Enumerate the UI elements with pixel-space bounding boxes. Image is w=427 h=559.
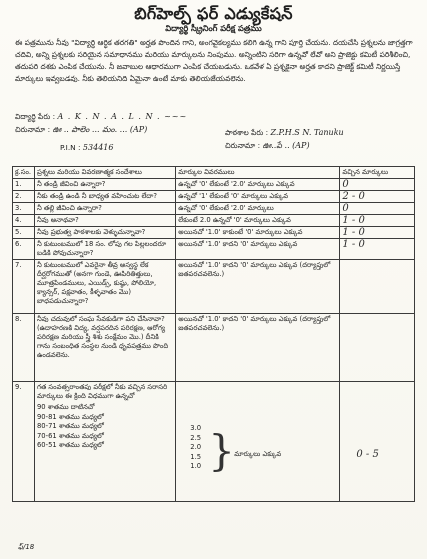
address-field [15, 125, 147, 136]
row-question: నీవు అనాథవా? [34, 215, 175, 227]
row-number: 4. [13, 215, 35, 227]
row-question: నీ కుటుంబములో ఎవరైనా తీవ్ర అస్వస్థ లేక దీర్ఘరోగముతో (అనగా గుండె, ఊపిరితిత్తులు, మూత్రపిండములు, ఎయిడ్స్, కుష్ఠు, పోలియో, క్యాన్సర్, పక్షవాతం, కీళ్ళవాతం మొ) బాధపడుచున్నారా? [34, 260, 175, 314]
curly-brace-icon: } [208, 426, 236, 475]
row-question: నీ కుటుంబములో 18 సం. లోపు గల పిల్లలందరూ బడికి పోవుచున్నారా? [34, 239, 175, 260]
school-name-field [225, 128, 344, 139]
grade-point: 2.0 [190, 443, 202, 451]
footer-initials: ఫ్/18 [18, 543, 35, 551]
row-marks-detail-grades [176, 382, 340, 502]
row-question: గత సంవత్సరాంతపు పరీక్షలో నీకు వచ్చిన సరాసరి మార్కులు ఈ క్రింది విధముగా ఉన్నచో [36, 383, 168, 400]
row-number: 1. [13, 179, 35, 191]
row-marks-detail: మార్కులు ఎక్కువ [234, 450, 282, 458]
header-score: వచ్చిన మార్కులు [340, 167, 415, 179]
row-marks-detail: అయినచో '1.0' కాదని '0' మార్కులు ఎక్కువ [176, 239, 340, 260]
row-question: నీకు తండ్రి ఉండి నీ బాధ్యత వహించుట లేదా? [34, 191, 175, 203]
row-marks-detail: ఉన్నచో '0' లేకుంటే '2.0' మార్కులు ఎక్కువ [176, 179, 340, 191]
header-marks-detail: మార్కుల వివరములు [176, 167, 340, 179]
row-score: 1 - 0 [340, 239, 415, 260]
document-title: బిగ్‌హెల్ప్ ఫర్ ఎడ్యుకేషన్ [134, 4, 293, 23]
header-serial: క్ర.సం. [13, 167, 35, 179]
row-question-grades [34, 382, 175, 502]
row-number: 6. [13, 239, 35, 260]
row-marks-detail: లేకుంటే 2.0 ఉన్నచో '0' మార్కులు ఎక్కువ [176, 215, 340, 227]
row-marks-detail: ఉన్నచో '1' లేకుంటే '0' మార్కులు ఎక్కువ [176, 191, 340, 203]
row-question: నీ తండ్రి జీవించి ఉన్నారా? [34, 179, 175, 191]
row-marks-detail: ఉన్నచో '0' లేకుంటే '2.0' మార్కులు [176, 203, 340, 215]
row-question: నీ తల్లి జీవించి ఉన్నారా? [34, 203, 175, 215]
grade-band: 60-51 శాతము మధ్యలో [36, 441, 104, 449]
row-marks-detail: అయినచో '1.0' కాకుంటే '0' మార్కులు ఎక్కువ [176, 227, 340, 239]
school-address-field [225, 141, 310, 152]
pin-value: 534416 [82, 143, 114, 152]
row-marks-detail: అయినచో '1.0' కాదని '0' మార్కులు ఎక్కువ (దర్యాప్తులో జతపరచవలెను.) [176, 314, 340, 382]
row-number: 5. [13, 227, 35, 239]
row-score: 2 - 0 [340, 191, 415, 203]
table-row [13, 191, 415, 203]
document-subtitle: విద్యార్థి స్క్రీనింగ్ పరీక్ష పత్రము [165, 23, 262, 33]
row-score: 1 - 0 [340, 227, 415, 239]
school-name-value: Z.P.H.S N. Tanuku [270, 128, 344, 137]
grade-points [190, 424, 201, 472]
table-row [13, 382, 415, 502]
grade-point: 3.0 [190, 424, 202, 432]
address-value: ఊ .. పాలెం ... మం. ... (AP) [52, 125, 148, 134]
grade-band: 90-81 శాతము మధ్యలో [36, 412, 104, 421]
row-number: 8. [13, 314, 35, 382]
table-row [13, 179, 415, 191]
table-row [13, 314, 415, 382]
pin-field [60, 143, 113, 152]
header-question: ప్రశ్నలు మరియు వివరణాత్మక సందేశాలు [34, 167, 175, 179]
table-row [13, 227, 415, 239]
school-name-label: పాఠశాల పేరు : [225, 128, 269, 137]
row-score: 0 [340, 179, 415, 191]
student-name-label: విద్యార్థి పేరు : [15, 112, 56, 121]
grade-bands [37, 403, 173, 451]
row-number: 7. [13, 260, 35, 314]
table-row [13, 260, 415, 314]
school-address-label: చిరునామా : [225, 141, 261, 150]
row-question: నీవు ప్రభుత్వ పాఠశాలకు వెళ్ళుచున్నావా? [34, 227, 175, 239]
grade-point: 2.5 [190, 433, 202, 442]
instructions-paragraph: ఈ పత్రమును నీవు "విద్యార్థి ఆర్థిక తరగతి" అర్హత పొందిన గాని, అంగవైకల్యము కలిగి ఉన్న గాని పూర్తి చేయను. దయచేసి ప్రశ్నలను జాగ్రత్తగా చదివి, అన్ని ప్రశ్నలకు సరియైన సమాధానము మరియు మార్కులను నింపుము. అన్నింటిని సరిగా ఉన్నవో లేవో అని ప్రాజెక్టు కమిటీ పరిశీలించి, తదుపరి దశకు ఎంపిక చేయును. నీ జవాబుల ఆధారముగా ఎంపిక చేయబడును. ఒకవేళ ఏ ప్రశ్నకైనా అర్హత కాదని ప్రాజెక్ట్ కమిటీ నిర్ణయిస్తే మార్కులు ఇవ్వబడవు. నీకు తెలియనిది ఏమైనా ఉంటే మాకు తెలియజేయవలెను. [15, 38, 413, 83]
row-number: 3. [13, 203, 35, 215]
grade-point: 1.5 [190, 452, 202, 461]
row-marks-detail: అయినచో '1.0' కాదని '0' మార్కులు ఎక్కువ (దర్యాప్తులో జతపరచవలెను.) [176, 260, 340, 314]
grade-band: 80-71 శాతము మధ్యలో [36, 422, 104, 430]
grade-point: 1.0 [190, 462, 202, 470]
table-row [13, 203, 415, 215]
student-name-value: A . K . N . A . L . N . ~~~ [57, 112, 188, 121]
screening-table [12, 166, 415, 502]
pin-label: P.I.N : [60, 143, 81, 152]
student-name-field [15, 112, 187, 123]
grade-band: 70-61 శాతము మధ్యలో [36, 431, 104, 440]
grade-band: 90 శాతము దాటినచో [36, 403, 95, 411]
row-score [340, 382, 415, 502]
row-question: నీవు చదువులో సంఘ సేవకుడిగా పని చేసినావా? (ఉదాహరణకి విద్య, వర్షపరదిన పరిరక్షణ, ఆరోగ్య పరిరక్షణ మరియు స్త్రీ శిశు సంక్షేమం మొ.) దీనికి గాను సంబంధిత సంస్థల నుండి ధృవపత్రము పొంది ఉండవలెను. [34, 314, 175, 382]
row-score: 1 - 0 [340, 215, 415, 227]
row-score [340, 314, 415, 382]
table-row [13, 215, 415, 227]
school-address-value: ఊ..పే .. (AP) [262, 141, 310, 150]
row-score [340, 260, 415, 314]
row-score: 0 [340, 203, 415, 215]
table-header-row [13, 167, 415, 179]
table-row [13, 239, 415, 260]
row-score-value: 0 - 5 [356, 449, 379, 460]
row-number: 2. [13, 191, 35, 203]
row-number: 9. [13, 382, 35, 502]
address-label: చిరునామా : [15, 125, 51, 134]
